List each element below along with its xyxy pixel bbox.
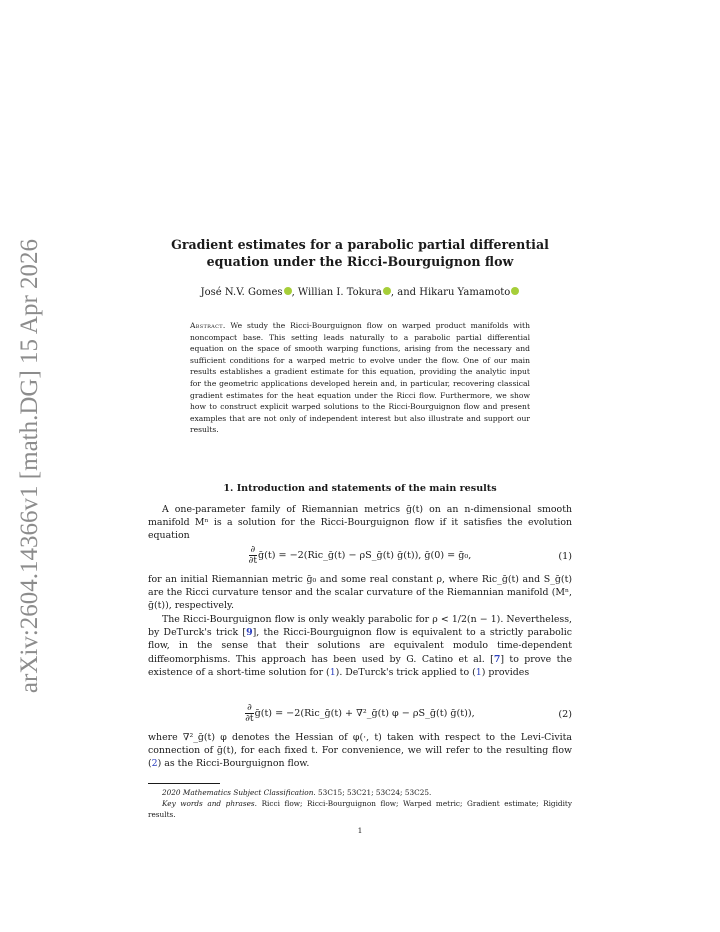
msc-label: 2020 Mathematics Subject Classification. [162,788,316,797]
msc-codes: 53C15; 53C21; 53C24; 53C25. [315,788,432,797]
footnote-rule [148,783,220,784]
author-2: Willian I. Tokura [297,287,382,298]
page-number: 1 [357,826,363,835]
equation-2-number: (2) [558,709,572,720]
citation-link[interactable]: 9 [246,627,253,639]
equation-1-number: (1) [558,551,572,562]
paragraph-3 [148,613,572,679]
orcid-icon[interactable] [284,287,292,295]
p3-text: ) provides [481,666,530,678]
p3-text: ). DeTurck's trick applied to ( [335,666,476,678]
abstract-text: We study the Ricci-Bourguignon flow on warped product manifolds with noncompact base. This setting leads naturally to a parabolic partial differential equation on the space of smooth warping functions, arising from the necessary and sufficient conditions for a warped metric to evolve under the flow. One of our main results establishes a gradient estimate for this equation, providing the analytic input for the geometric applications developed herein and, in particular, recovering classical gradient estimates for the heat equation under the Ricci flow. Furthermore, we show how to construct explicit warped solutions to the Ricci-Bourguignon flow and present examples that are not only of independent interest but also illustrate and support our results. [190,321,530,435]
author-sep: , [291,287,298,298]
author-list [148,287,572,298]
citation-link[interactable]: 7 [493,653,501,665]
msc-footnote [148,788,572,799]
paper-title [148,236,572,270]
paragraph-4 [148,731,572,771]
p4-text: where ∇²_ḡ(t) φ denotes the Hessian of φ(·, t) taken with respect to the Levi-Civita connection of ḡ(t), for each fixed t. For convenience, we will refer to the resulting flow ( [148,732,572,770]
section-heading: 1. Introduction and statements of the main results [223,483,497,494]
paragraph-1: A one-parameter family of Riemannian metrics ḡ(t) on an n-dimensional smooth manifold Mⁿ is a solution for the Ricci-Bourguignon flow if it satisfies the evolution equation [148,504,572,542]
title-line-1: Gradient estimates for a parabolic partial differential [171,237,549,252]
equation-1-body: ḡ(t) = −2(Ric_ḡ(t) − ρS_ḡ(t) ḡ(t)), ḡ(0) = ḡ₀, [257,550,472,561]
equation-link[interactable]: 1 [329,666,336,678]
p3-text: ] to prove the existence of a short-time solution for ( [148,653,572,678]
keywords: Ricci flow; Ricci-Bourguignon flow; Warped metric; Gradient estimate; Rigidity results. [148,799,572,819]
equation-link[interactable]: 1 [475,666,482,678]
equation-2 [148,703,572,727]
keywords-label: Key words and phrases. [162,799,257,808]
partial-derivative: $\frac{\partial}{\partial t}$ [248,545,257,566]
title-line-2: equation under the Ricci-Bourguignon flow [206,254,514,269]
author-sep: , and [390,287,420,298]
orcid-icon[interactable] [511,287,519,295]
abstract-label: Abstract. [190,321,226,330]
equation-2-body: ḡ(t) = −2(Ric_ḡ(t) + ∇²_ḡ(t) φ − ρS_ḡ(t) ḡ(t)), [254,708,475,719]
arxiv-id: arXiv:2604.14366v1 [math.DG] 15 Apr 2026 [16,238,43,694]
partial-derivative: $\frac{\partial}{\partial t}$ [245,703,254,724]
p4-text: ) as the Ricci-Bourguignon flow. [157,758,310,770]
orcid-icon[interactable] [383,287,391,295]
p3-text: The Ricci-Bourguignon flow is only weakly parabolic for ρ < 1/2(n − 1). Nevertheless, by DeTurck's trick [ [148,614,572,639]
author-3: Hikaru Yamamoto [419,287,511,298]
arxiv-stamp [0,0,60,932]
author-1: José N.V. Gomes [200,287,283,298]
paragraph-2: for an initial Riemannian metric ḡ₀ and some real constant ρ, where Ric_ḡ(t) and S_ḡ(t) are the Ricci curvature tensor and the scalar curvature of the Riemannian manifold (Mⁿ, ḡ(t)), respectively. [148,574,572,612]
equation-link[interactable]: 2 [151,758,158,770]
equation-1 [148,545,572,569]
p3-text: ], the Ricci-Bourguignon flow is equivalent to a strictly parabolic flow, in the sense that their solutions are equivalent modulo time-dependent diffeomorphisms. This approach has been used by G. Catino et al. [ [148,627,573,665]
abstract [190,320,530,436]
keywords-footnote [148,799,572,821]
